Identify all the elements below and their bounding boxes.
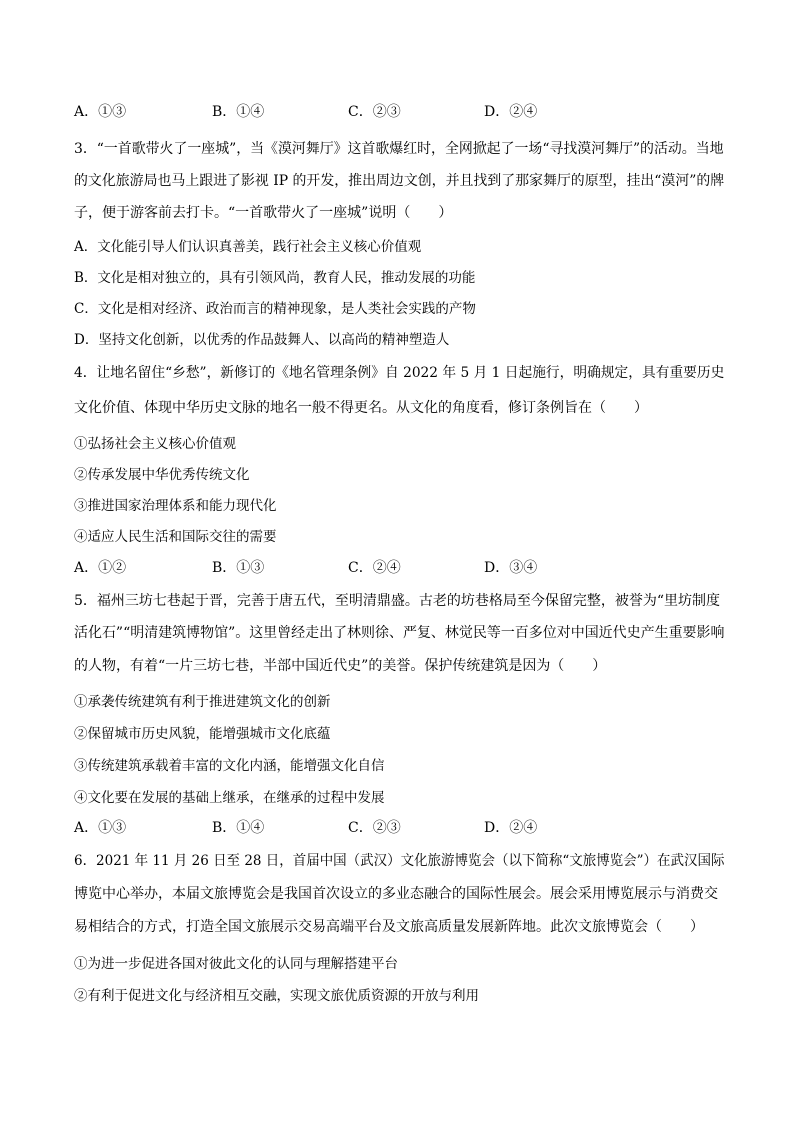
q4-option-a: A．①② xyxy=(74,560,127,576)
q5-stem-line-2: 活化石”“明清建筑博物馆”。这里曾经走出了林则徐、严复、林觉民等一百多位对中国近代史产生重要影响 xyxy=(74,625,725,641)
q5-option-d: D．②④ xyxy=(484,820,538,836)
q6-stem-line-2: 博览中心举办，本届文旅博览会是我国首次设立的多业态融合的国际性展会。展会采用博览展示与消费交 xyxy=(74,886,718,902)
q3-stem-line-2: 的文化旅游局也马上跟进了影视 IP 的开发，推出周边文创，并且找到了那家舞厅的原型，挂出“漠河”的牌 xyxy=(74,173,725,189)
q4-item-1: ①弘扬社会主义核心价值观 xyxy=(74,436,236,452)
q3-choice-a: A．文化能引导人们认识真善美，践行社会主义核心价值观 xyxy=(74,239,422,255)
q3-stem-line-1: 3．“一首歌带火了一座城”，当《漠河舞厅》这首歌爆红时，全网掀起了一场“寻找漠河舞厅”的活动。当地 xyxy=(74,141,724,157)
q4-options xyxy=(74,558,724,578)
q3-choice-c: C．文化是相对经济、政治而言的精神现象，是人类社会实践的产物 xyxy=(74,301,476,317)
q6-stem-line-3: 易相结合的方式，打造全国文旅展示交易高端平台及文旅高质量发展新阵地。此次文旅博览会（ ） xyxy=(74,919,704,935)
q5-stem-line-1: 5．福州三坊七巷起于晋，完善于唐五代，至明清鼎盛。古老的坊巷格局至今保留完整，被誉为“里坊制度 xyxy=(74,593,721,609)
q5-item-1: ①承袭传统建筑有利于推进建筑文化的创新 xyxy=(74,694,331,710)
q6-item-1: ①为进一步促进各国对彼此文化的认同与理解搭建平台 xyxy=(74,956,398,972)
q3-stem-line-3: 子，便于游客前去打卡。“一首歌带火了一座城”说明（ ） xyxy=(74,205,453,221)
q5-options xyxy=(74,818,724,838)
q4-item-4: ④适应人民生活和国际交往的需要 xyxy=(74,529,277,545)
q2-option-b: B．①④ xyxy=(212,104,265,120)
q5-option-c: C．②③ xyxy=(348,820,401,836)
q5-option-b: B．①④ xyxy=(212,820,265,836)
q3-choice-d: D．坚持文化创新，以优秀的作品鼓舞人、以高尚的精神塑造人 xyxy=(74,332,450,348)
q2-option-c: C．②③ xyxy=(348,104,401,120)
q2-option-d: D．②④ xyxy=(484,104,538,120)
q2-option-a: A．①③ xyxy=(74,104,127,120)
q5-item-2: ②保留城市历史风貌，能增强城市文化底蕴 xyxy=(74,726,331,742)
q4-stem-line-2: 文化价值、体现中华历史文脉的地名一般不得更名。从文化的角度看，修订条例旨在（ ） xyxy=(74,400,648,416)
q6-item-2: ②有利于促进文化与经济相互交融，实现文旅优质资源的开放与利用 xyxy=(74,988,479,1004)
q4-item-2: ②传承发展中华优秀传统文化 xyxy=(74,467,250,483)
q3-choice-b: B．文化是相对独立的，具有引领风尚，教育人民，推动发展的功能 xyxy=(74,270,476,286)
q5-item-3: ③传统建筑承载着丰富的文化内涵，能增强文化自信 xyxy=(74,758,385,774)
q4-option-b: B．①③ xyxy=(212,560,265,576)
q4-stem-line-1: 4．让地名留住“乡愁”，新修订的《地名管理条例》自 2022 年 5 月 1 日起施行，明确规定，具有重要历史 xyxy=(74,365,725,381)
q6-stem-line-1: 6．2021 年 11 月 26 日至 28 日，首届中国（武汉）文化旅游博览会（以下简称“文旅博览会”）在武汉国际 xyxy=(74,853,725,869)
q5-option-a: A．①③ xyxy=(74,820,127,836)
q2-options xyxy=(74,102,724,122)
q4-option-c: C．②④ xyxy=(348,560,401,576)
q5-stem-line-3: 的人物，有着“一片三坊七巷，半部中国近代史”的美誉。保护传统建筑是因为（ ） xyxy=(74,658,607,674)
q4-option-d: D．③④ xyxy=(484,560,538,576)
q4-item-3: ③推进国家治理体系和能力现代化 xyxy=(74,498,277,514)
q5-item-4: ④文化要在发展的基础上继承，在继承的过程中发展 xyxy=(74,790,385,806)
